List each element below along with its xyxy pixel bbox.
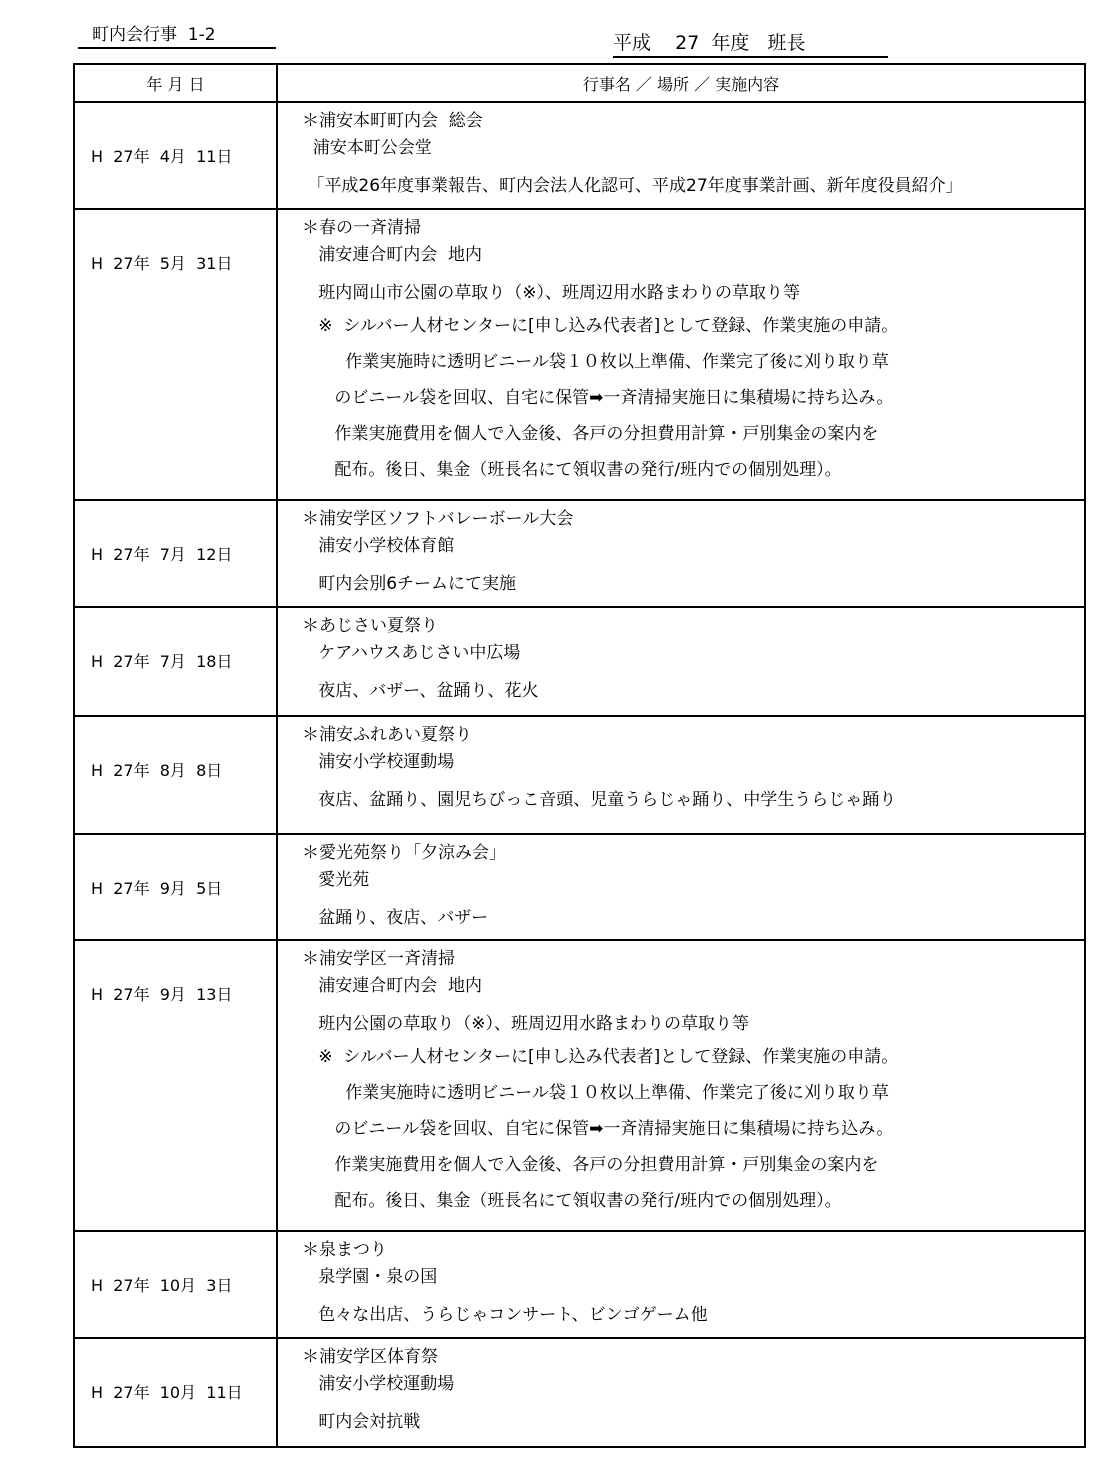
event-row [74, 1338, 1085, 1447]
event-row [74, 102, 1085, 209]
event-title: ＊あじさい夏祭り [302, 616, 438, 636]
event-place: ケアハウスあじさい中広場 [302, 643, 521, 663]
event-note-line: 作業実施時に透明ビニール袋１０枚以上準備、作業完了後に刈り取り草 [302, 352, 889, 372]
event-content-cell [277, 940, 1085, 1231]
event-date: H 27年 8月 8日 [91, 761, 223, 780]
event-row [74, 607, 1085, 716]
content-column-header: 行事名 ／ 場所 ／ 実施内容 [277, 64, 1085, 102]
event-place: 浦安本町公会堂 [302, 138, 432, 158]
event-detail: 町内会別6チームにて実施 [302, 574, 517, 594]
event-row [74, 1231, 1085, 1338]
event-row [74, 500, 1085, 607]
event-date-cell [74, 102, 277, 209]
event-date: H 27年 5月 31日 [91, 254, 233, 273]
event-detail: 盆踊り、夜店、バザー [302, 908, 489, 928]
event-content-cell [277, 102, 1085, 209]
event-title: ＊愛光苑祭り「夕涼み会」 [302, 843, 506, 863]
event-date: H 27年 4月 11日 [91, 147, 233, 166]
event-content-cell [277, 1231, 1085, 1338]
event-date: H 27年 9月 5日 [91, 879, 223, 898]
event-date-cell [74, 209, 277, 500]
event-note-line: ※ シルバー人材センターに[申し込み代表者]として登録、作業実施の申請。 [302, 316, 899, 336]
event-date: H 27年 10月 11日 [91, 1383, 243, 1402]
event-detail: 夜店、バザー、盆踊り、花火 [302, 681, 539, 701]
event-date-cell [74, 940, 277, 1231]
event-content-cell [277, 607, 1085, 716]
event-date: H 27年 7月 12日 [91, 545, 233, 564]
event-row [74, 834, 1085, 940]
event-detail: 班内岡山市公園の草取り（※）、班周辺用水路まわりの草取り等 [302, 283, 800, 303]
event-content-cell [277, 1338, 1085, 1447]
event-place: 浦安小学校体育館 [302, 536, 455, 556]
event-title: ＊浦安学区一斉清掃 [302, 949, 455, 969]
event-place: 泉学園・泉の国 [302, 1267, 438, 1287]
event-date-cell [74, 716, 277, 834]
event-place: 浦安小学校運動場 [302, 752, 455, 772]
event-date-cell [74, 500, 277, 607]
event-date: H 27年 7月 18日 [91, 652, 233, 671]
event-row [74, 716, 1085, 834]
event-date-cell [74, 834, 277, 940]
event-note-line: ※ シルバー人材センターに[申し込み代表者]として登録、作業実施の申請。 [302, 1047, 899, 1067]
event-title: ＊浦安学区体育祭 [302, 1347, 438, 1367]
event-place: 浦安連合町内会 地内 [302, 976, 483, 996]
event-date: H 27年 9月 13日 [91, 985, 233, 1004]
event-date-cell [74, 1231, 277, 1338]
event-detail: 色々な出店、うらじゃコンサート、ビンゴゲーム他 [302, 1305, 708, 1325]
date-column-header: 年 月 日 [74, 64, 277, 102]
event-title: ＊浦安ふれあい夏祭り [302, 725, 472, 745]
events-table [73, 63, 1086, 1448]
event-detail: 夜店、盆踊り、園児ちびっこ音頭、児童うらじゃ踊り、中学生うらじゃ踊り [302, 790, 897, 810]
event-place: 浦安小学校運動場 [302, 1374, 455, 1394]
event-content-cell [277, 716, 1085, 834]
event-date-cell [74, 607, 277, 716]
event-title: ＊泉まつり [302, 1240, 387, 1260]
event-date-cell [74, 1338, 277, 1447]
event-note-line: 配布。後日、集金（班長名にて領収書の発行/班内での個別処理）。 [302, 1191, 842, 1211]
event-title: ＊浦安本町町内会 総会 [302, 111, 483, 131]
document-code: 町内会行事 1-2 [78, 20, 276, 49]
event-note-line: 作業実施費用を個人で入金後、各戸の分担費用計算・戸別集金の案内を [302, 1155, 879, 1175]
event-detail: 町内会対抗戦 [302, 1412, 421, 1432]
event-date: H 27年 10月 3日 [91, 1276, 233, 1295]
event-content-cell [277, 209, 1085, 500]
event-row [74, 209, 1085, 500]
event-note-line: のビニール袋を回収、自宅に保管➡一斉清掃実施日に集積場に持ち込み。 [302, 388, 894, 408]
event-note-line: 作業実施時に透明ビニール袋１０枚以上準備、作業完了後に刈り取り草 [302, 1083, 889, 1103]
event-title: ＊浦安学区ソフトバレーボール大会 [302, 509, 574, 529]
event-content-cell [277, 834, 1085, 940]
event-place: 浦安連合町内会 地内 [302, 245, 483, 265]
event-note-line: 作業実施費用を個人で入金後、各戸の分担費用計算・戸別集金の案内を [302, 424, 879, 444]
event-place: 愛光苑 [302, 870, 370, 890]
event-title: ＊春の一斉清掃 [302, 218, 421, 238]
table-header-row [74, 64, 1085, 102]
event-note-line: のビニール袋を回収、自宅に保管➡一斉清掃実施日に集積場に持ち込み。 [302, 1119, 894, 1139]
events-table-body [74, 102, 1085, 1447]
event-detail: 班内公園の草取り（※）、班周辺用水路まわりの草取り等 [302, 1014, 749, 1034]
event-detail: 「平成26年度事業報告、町内会法人化認可、平成27年度事業計画、新年度役員紹介」 [302, 176, 963, 196]
event-row [74, 940, 1085, 1231]
event-content-cell [277, 500, 1085, 607]
event-note-line: 配布。後日、集金（班長名にて領収書の発行/班内での個別処理）。 [302, 460, 842, 480]
fiscal-year-title: 平成 27 年度 班長 [613, 28, 888, 58]
